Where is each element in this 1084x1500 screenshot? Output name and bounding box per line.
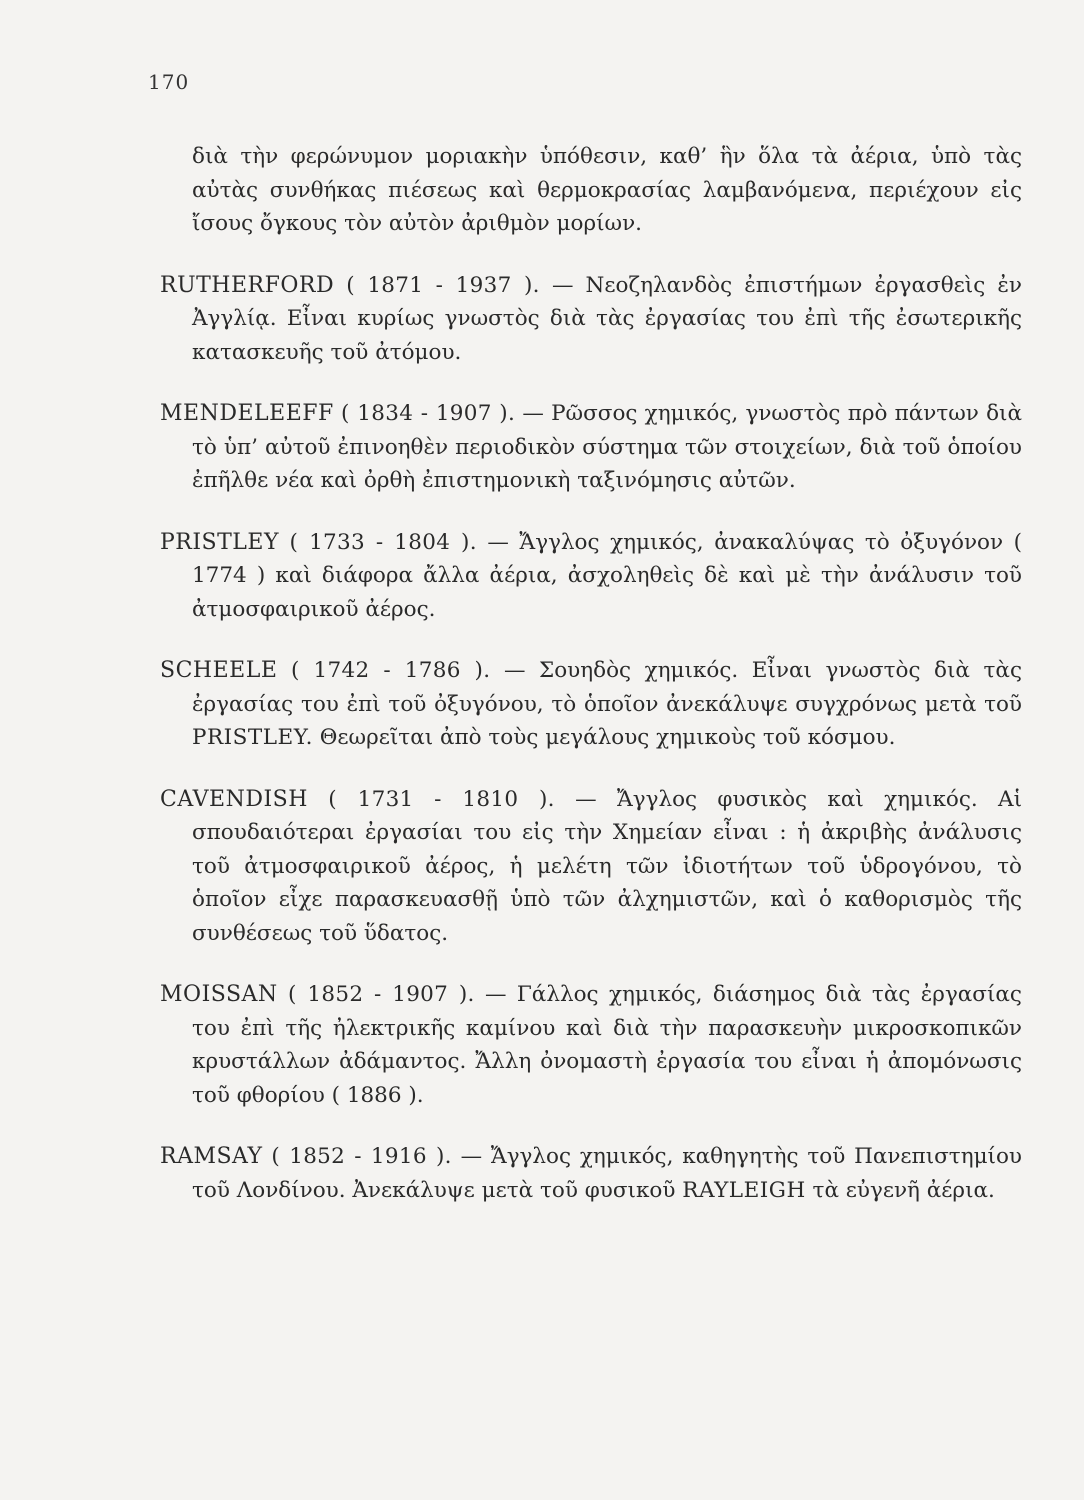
entry-pristley: [160, 526, 1022, 627]
entry-name: SCHEELE: [160, 658, 278, 683]
entry-moissan: [160, 978, 1022, 1112]
entry-dates: ( 1852 - 1907 ).: [288, 982, 475, 1007]
entry-name: PRISTLEY: [160, 529, 279, 555]
entry-text: — Σουηδὸς χημικός. Εἶναι γνωστὸς διὰ τὰς ἐργασίας του ἐπὶ τοῦ ὀξυγόνου, τὸ ὁποῖον ἀνεκάλυψε συγχρόνως μετὰ τοῦ: [192, 658, 1022, 717]
entry-text: — Ἄγγλος φυσικὸς καὶ χημικός. Αἱ σπουδαιότεραι ἐργασίαι του εἰς τὴν Χημείαν εἶναι : ἡ ἀκριβὴς ἀνάλυσις τοῦ ἀτμοσφαιρικοῦ ἀέρος, ἡ μελέτη τῶν ἰδιοτήτων τοῦ ὑδρογόνου, τὸ ὁποῖον εἶχε παρασκευασθῇ ὑπὸ τῶν ἀλχημιστῶν, καὶ ὁ καθορισμὸς τῆς συνθέσεως τοῦ ὕδατος.: [192, 786, 1023, 946]
entry-mendeleeff: [160, 397, 1022, 498]
entry-name: MOISSAN: [160, 982, 278, 1007]
entry-text: — Ρῶσσος χημικός, γνωστὸς πρὸ πάντων διὰ τὸ ὑπ’ αὐτοῦ ἐπινοηθὲν περιοδικὸν σύστημα τῶν στοιχείων, διὰ τοῦ ὁποίου ἐπῆλθε νέα καὶ ὀρθὴ ἐπιστημονικὴ ταξινόμησις αὐτῶν.: [192, 401, 1023, 493]
entry-scheele: [160, 654, 1022, 755]
intro-paragraph: διὰ τὴν φερώνυμον μοριακὴν ὑπόθεσιν, καθ’ ἣν ὅλα τὰ ἀέρια, ὑπὸ τὰς αὐτὰς συνθήκας πιέσεως καὶ θερμοκρασίας λαμβανόμενα, περιέχουν εἰς ἴσους ὄγκους τὸν αὐτὸν ἀριθμὸν μορίων.: [192, 144, 1022, 236]
entry-dates: ( 1733 - 1804 ).: [289, 529, 477, 555]
entry-rutherford: [160, 269, 1022, 370]
entry-text: Θεωρεῖται ἀπὸ τοὺς μεγάλους χημικοὺς τοῦ κόσμου.: [319, 725, 896, 750]
entry-name: CAVENDISH: [160, 786, 308, 812]
page-number: 170: [148, 70, 190, 94]
entry-text: — Ἄγγλος χημικός, ἀνακαλύψας τὸ ὀξυγόνον ( 1774 ) καὶ διάφορα ἄλλα ἀέρια, ἀσχοληθεὶς δὲ καὶ μὲ τὴν ἀνάλυσιν τοῦ ἀτμοσφαιρικοῦ ἀέρος.: [192, 529, 1022, 622]
entry-ramsay: [160, 1140, 1022, 1207]
entry-dates: ( 1731 - 1810 ).: [328, 786, 555, 812]
entry-cavendish: [160, 783, 1022, 951]
page-content: [160, 140, 1022, 1235]
entry-text: — Νεοζηλανδὸς ἐπιστήμων ἐργασθεὶς ἐν Ἀγγλίᾳ. Εἶναι κυρίως γνωστὸς διὰ τὰς ἐργασίας του ἐπὶ τῆς ἐσωτερικῆς κατασκευῆς τοῦ ἀτόμου.: [192, 272, 1022, 365]
entry-name: RAMSAY: [160, 1144, 263, 1169]
entry-inline-name: PRISTLEY.: [192, 725, 313, 750]
entry-dates: ( 1834 - 1907 ).: [341, 401, 516, 426]
entry-dates: ( 1852 - 1916 ).: [271, 1144, 452, 1169]
entry-dates: ( 1742 - 1786 ).: [290, 658, 491, 683]
entry-text: — Γάλλος χημικός, διάσημος διὰ τὰς ἐργασίας του ἐπὶ τῆς ἠλεκτρικῆς καμίνου καὶ διὰ τὴν παρασκευὴν μικροσκοπικῶν κρυστάλλων ἀδάμαντος. Ἄλλη ὀνομαστὴ ἐργασία του εἶναι ἡ ἀπομόνωσις τοῦ φθορίου ( 1886 ).: [192, 982, 1022, 1108]
entry-text: — Ἄγγλος χημικός, καθηγητὴς τοῦ Πανεπιστημίου τοῦ Λονδίνου. Ἀνεκάλυψε μετὰ τοῦ φυσικοῦ: [192, 1144, 1022, 1203]
entry-text: τὰ εὐγενῆ ἀέρια.: [812, 1177, 995, 1203]
entry-dates: ( 1871 - 1937 ).: [346, 272, 540, 298]
entry-name: MENDELEEFF: [160, 401, 334, 426]
entry-inline-name: RAYLEIGH: [682, 1177, 806, 1203]
entry-name: RUTHERFORD: [160, 272, 335, 298]
